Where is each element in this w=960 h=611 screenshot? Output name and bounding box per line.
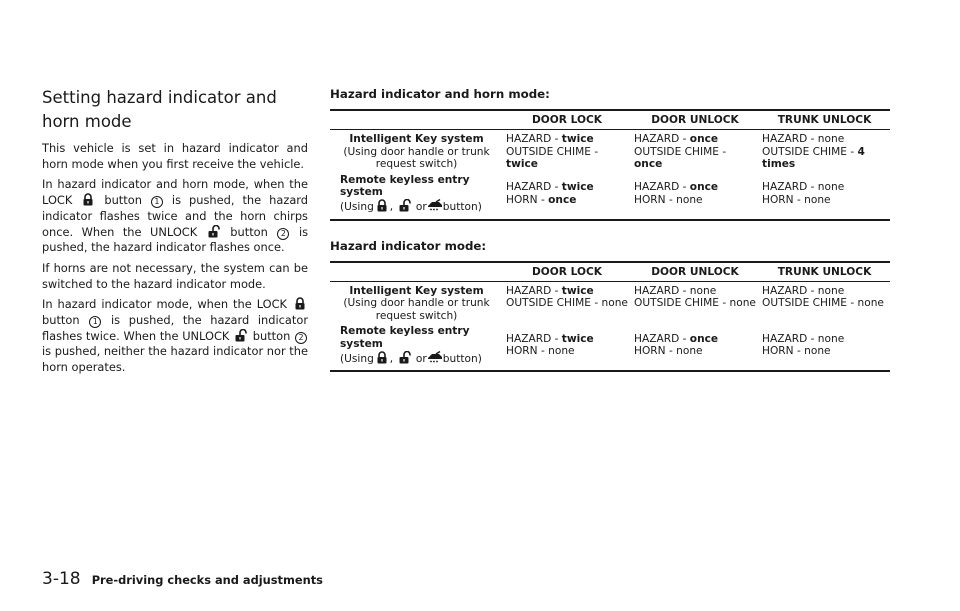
cell-text: HAZARD -	[634, 181, 690, 194]
p4-text-d: button	[252, 328, 291, 343]
row-label-text: or	[415, 200, 427, 213]
paragraph-2	[42, 177, 308, 256]
circled-number-2: 2	[295, 332, 307, 344]
p2-text-a: In hazard indicator and horn mode, when the LOCK	[42, 177, 308, 208]
cell-door-unlock	[631, 322, 759, 365]
cell-text: HAZARD -	[634, 332, 690, 345]
cell-text: OUTSIDE CHIME - none	[634, 297, 756, 310]
p4-text-a: In hazard indicator mode, when the LOCK	[42, 297, 288, 312]
row-label-text: (Using	[340, 352, 374, 365]
cell-text: HAZARD - none	[762, 133, 845, 145]
p4-text-e: is pushed, neither the hazard indicator nor the horn operates.	[42, 344, 308, 375]
cell-text-bold: twice	[561, 133, 594, 145]
row-label-intelligent-key	[330, 130, 503, 171]
row-label-text: (Using	[340, 200, 374, 213]
lock-icon	[374, 351, 390, 364]
cell-text: HORN - none	[634, 345, 703, 358]
cell-door-lock	[503, 130, 631, 171]
p4-text-b: button	[42, 313, 80, 328]
circled-number-1: 1	[151, 196, 163, 208]
table-hazard-mode	[330, 261, 890, 373]
cell-text-bold: once	[634, 158, 663, 171]
header-door-lock: DOOR LOCK	[531, 265, 602, 278]
circled-number-1: 1	[89, 316, 101, 328]
unlock-icon	[397, 351, 413, 364]
circled-number-2: 2	[277, 228, 289, 240]
cell-text: HAZARD -	[506, 284, 562, 297]
cell-text: HORN - none	[762, 345, 831, 358]
lock-icon	[80, 193, 96, 206]
table-row	[330, 130, 890, 171]
header-blank	[330, 264, 503, 281]
table-row	[330, 282, 890, 323]
row-label-remote-keyless	[330, 171, 503, 214]
chapter-title: Pre-driving checks and adjustments	[91, 573, 323, 587]
cell-door-lock	[503, 322, 631, 365]
paragraph-4	[42, 297, 308, 376]
table2-title: Hazard indicator mode:	[330, 238, 487, 253]
page-footer	[42, 569, 323, 589]
table1-title: Hazard indicator and horn mode:	[330, 87, 550, 101]
cell-text: HORN - none	[506, 345, 575, 358]
paragraph-3	[42, 261, 308, 292]
row-label-title: Intelligent Key system	[349, 133, 484, 145]
cell-text-bold: once	[689, 332, 719, 345]
row-label-sub: (Using door handle or trunk request switch)	[343, 297, 490, 322]
header-trunk-unlock: TRUNK UNLOCK	[777, 114, 872, 126]
cell-text: HAZARD -	[506, 181, 562, 194]
cell-text-bold: once	[689, 181, 719, 194]
header-door-lock: DOOR LOCK	[531, 114, 602, 126]
cell-text: HAZARD - none	[762, 332, 845, 345]
row-label-title: Intelligent Key system	[349, 284, 484, 297]
cell-text: HAZARD - none	[634, 284, 717, 297]
cell-text: OUTSIDE CHIME -	[634, 145, 727, 158]
row-label-text: ,	[389, 352, 394, 365]
cell-text: OUTSIDE CHIME - none	[762, 297, 884, 310]
unlock-icon	[397, 199, 413, 212]
unlock-icon	[206, 225, 222, 238]
cell-trunk-unlock	[759, 322, 890, 365]
table-hazard-horn-mode	[330, 109, 890, 221]
cell-text-bold: once	[548, 193, 577, 206]
header-blank	[330, 112, 503, 129]
cell-door-unlock	[631, 282, 759, 323]
cell-door-unlock	[631, 171, 759, 214]
cell-door-unlock	[631, 130, 759, 171]
cell-text: OUTSIDE CHIME - none	[506, 297, 628, 310]
paragraph-1	[42, 141, 308, 172]
trunk-icon	[427, 351, 443, 364]
cell-text: HAZARD - none	[762, 284, 845, 297]
cell-text: HAZARD -	[506, 332, 562, 345]
cell-text: HAZARD -	[634, 133, 690, 145]
row-label-text: ,	[389, 200, 394, 213]
row-label-sub: (Using door handle or trunk request switch)	[343, 145, 490, 171]
cell-text: OUTSIDE CHIME -	[762, 145, 858, 158]
row-label-intelligent-key	[330, 282, 503, 323]
p2-text-e: is pushed, the hazard indicator flashes once.	[42, 224, 309, 255]
cell-trunk-unlock	[759, 130, 890, 171]
left-column	[42, 86, 308, 381]
cell-text: HORN - none	[762, 193, 831, 206]
p4-text-c: is pushed, the hazard indicator flashes twice. When the UNLOCK	[42, 313, 309, 343]
p2-text-c: is pushed, the hazard indicator flashes twice and the horn chirps once. When the UNLOCK	[42, 193, 309, 239]
lock-icon	[374, 199, 390, 212]
cell-text-bold: twice	[506, 158, 538, 171]
row-label-title: Remote keyless entry system	[340, 325, 470, 350]
cell-door-lock	[503, 282, 631, 323]
page-number: 3-18	[42, 569, 81, 589]
cell-text-bold: twice	[561, 181, 594, 194]
cell-door-lock	[503, 171, 631, 214]
cell-text: OUTSIDE CHIME -	[506, 145, 599, 158]
row-label-text: button)	[442, 352, 482, 365]
row-label-remote-keyless	[330, 322, 503, 365]
cell-text: HORN - none	[634, 193, 703, 206]
paragraph-3-text: If horns are not necessary, the system can be switched to the hazard indicator mode.	[42, 260, 308, 291]
cell-trunk-unlock	[759, 171, 890, 214]
cell-text-bold: twice	[561, 332, 594, 345]
row-label-text: or	[415, 352, 427, 365]
table-row	[330, 322, 890, 365]
header-door-unlock: DOOR UNLOCK	[651, 114, 739, 126]
p2-text-d: button	[230, 224, 268, 239]
unlock-icon	[233, 329, 249, 342]
table-header-row	[330, 112, 890, 130]
table-header-row	[330, 264, 890, 282]
section-title: Setting hazard indicator and horn mode	[42, 88, 277, 131]
cell-trunk-unlock	[759, 282, 890, 323]
lock-icon	[292, 297, 308, 310]
row-label-text: button)	[442, 200, 482, 213]
table-row	[330, 171, 890, 214]
cell-text: HAZARD - none	[762, 181, 845, 194]
row-label-title: Remote keyless entry system	[340, 173, 470, 199]
header-trunk-unlock: TRUNK UNLOCK	[777, 265, 872, 278]
header-door-unlock: DOOR UNLOCK	[651, 265, 739, 278]
cell-text-bold: 4 times	[762, 145, 865, 171]
cell-text: HORN -	[506, 193, 549, 206]
trunk-icon	[427, 199, 443, 212]
cell-text-bold: once	[689, 133, 719, 145]
cell-text-bold: twice	[561, 284, 594, 297]
paragraph-1-text: This vehicle is set in hazard indicator and horn mode when you first receive the vehicle.	[42, 141, 308, 171]
cell-text: HAZARD -	[506, 133, 562, 145]
right-column	[330, 86, 890, 389]
p2-text-b: button	[104, 193, 142, 208]
